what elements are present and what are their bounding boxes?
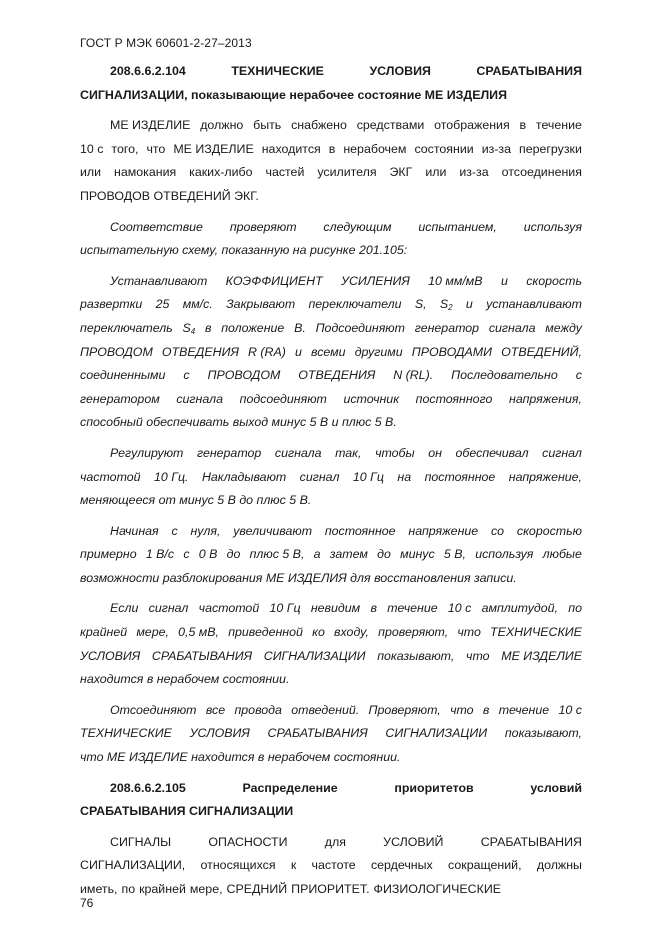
word: с bbox=[183, 368, 190, 383]
text-line bbox=[80, 138, 582, 162]
text-line bbox=[80, 60, 582, 84]
word: напряжение, bbox=[508, 469, 582, 484]
paragraph bbox=[80, 216, 582, 263]
word: S, bbox=[414, 297, 427, 312]
text-line bbox=[80, 699, 582, 723]
word: МЕ ИЗДЕЛИЕ bbox=[110, 118, 191, 133]
text-line bbox=[80, 567, 582, 591]
word: на bbox=[397, 469, 412, 484]
document-header: ГОСТ Р МЭК 60601-2-27–2013 bbox=[80, 36, 252, 50]
word: в bbox=[370, 601, 377, 616]
word: переключатель bbox=[80, 320, 173, 335]
paragraph bbox=[80, 442, 582, 513]
word: $S_2$ bbox=[439, 297, 453, 313]
word: что bbox=[450, 702, 474, 717]
word: ко bbox=[312, 625, 325, 640]
word: провода bbox=[234, 702, 282, 717]
word: иметь, bbox=[80, 882, 118, 896]
word: для bbox=[324, 834, 346, 849]
word: нуля, bbox=[190, 523, 221, 538]
word: мм/с. bbox=[182, 297, 213, 312]
text-line bbox=[80, 161, 582, 185]
word: постоянное bbox=[424, 469, 496, 484]
text-line bbox=[80, 185, 582, 209]
word: что bbox=[146, 141, 166, 156]
word: 10 Гц bbox=[269, 601, 301, 616]
word: постоянное bbox=[324, 523, 396, 538]
word: по bbox=[568, 601, 582, 616]
word: 25 bbox=[155, 297, 170, 312]
word: затем bbox=[329, 547, 368, 562]
word: 0 В bbox=[198, 547, 218, 562]
word: ОТВЕДЕНИЯ bbox=[298, 368, 376, 383]
text-line bbox=[80, 489, 582, 513]
section-heading bbox=[80, 60, 582, 107]
word: с bbox=[171, 523, 178, 538]
word: 1 В/с bbox=[145, 547, 175, 562]
paragraph bbox=[80, 270, 582, 435]
word: невидим bbox=[310, 601, 361, 616]
word: того, bbox=[111, 141, 139, 156]
word: с bbox=[575, 368, 582, 383]
word: Последовательно bbox=[451, 368, 558, 383]
word: скоростью bbox=[516, 523, 582, 538]
word: 10 с bbox=[558, 702, 582, 717]
word: испытательную схему, показанную на рисунке 201.105: bbox=[80, 243, 408, 258]
word: или bbox=[425, 165, 447, 180]
text-line bbox=[80, 341, 582, 365]
word: соединенными bbox=[80, 368, 166, 383]
word: из-за bbox=[481, 141, 511, 156]
word: 10 с bbox=[447, 601, 472, 616]
word: подсоединяют bbox=[239, 391, 327, 406]
word: находится bbox=[261, 141, 321, 156]
word: по bbox=[121, 882, 136, 896]
word: до bbox=[226, 547, 241, 562]
word: каких-либо bbox=[189, 165, 253, 180]
word: КОЭФФИЦИЕНТ bbox=[225, 273, 323, 288]
word: ОТВЕДЕНИЯ bbox=[161, 344, 239, 359]
word: в bbox=[519, 118, 527, 133]
text-line bbox=[80, 746, 582, 770]
word: входу, bbox=[334, 625, 369, 640]
word: должны bbox=[536, 858, 582, 873]
word: течение bbox=[387, 601, 438, 616]
word: другими bbox=[354, 344, 403, 359]
text-line bbox=[80, 668, 582, 692]
word: течение bbox=[498, 702, 550, 717]
word: 5 В, bbox=[443, 547, 466, 562]
word: сигнал bbox=[299, 469, 340, 484]
text-line bbox=[80, 831, 582, 855]
word: снабжено bbox=[291, 118, 347, 133]
word: СРЕДНИЙ bbox=[226, 882, 288, 896]
word: генератор bbox=[414, 320, 480, 335]
word: что МЕ ИЗДЕЛИЕ находится в нерабочем состоянии. bbox=[80, 750, 401, 765]
word: мере, bbox=[189, 882, 223, 896]
section-heading bbox=[80, 777, 582, 824]
word: плюс 5 В, bbox=[249, 547, 305, 562]
text-line bbox=[80, 878, 582, 902]
word: мере, bbox=[136, 625, 169, 640]
word: 208.6.6.2.104 bbox=[110, 64, 186, 78]
text-line bbox=[80, 777, 582, 801]
word: в bbox=[482, 702, 490, 717]
word: из-за bbox=[459, 165, 489, 180]
text-line bbox=[80, 520, 582, 544]
text-line bbox=[80, 722, 582, 746]
text-line bbox=[80, 239, 582, 263]
paragraph bbox=[80, 597, 582, 691]
word: проверяют, bbox=[378, 625, 449, 640]
word: ТЕХНИЧЕСКИЕ bbox=[490, 625, 582, 640]
word: устанавливают bbox=[486, 297, 582, 312]
word: ОПАСНОСТИ bbox=[208, 834, 288, 849]
word: показывают, bbox=[377, 648, 455, 663]
text-line bbox=[80, 466, 582, 490]
word: сигнал bbox=[148, 601, 189, 616]
word: СРАБАТЫВАНИЯ bbox=[151, 648, 253, 663]
word: Подсоединяют bbox=[315, 320, 405, 335]
word: положение bbox=[221, 320, 285, 335]
word: сигнала bbox=[274, 445, 322, 460]
text-line bbox=[80, 317, 582, 341]
word: УСЛОВИЙ bbox=[383, 834, 444, 849]
paragraph bbox=[80, 520, 582, 591]
paragraph bbox=[80, 699, 582, 770]
word: сигнала bbox=[488, 320, 536, 335]
text-line bbox=[80, 364, 582, 388]
word: нерабочем bbox=[343, 141, 407, 156]
text-line bbox=[80, 597, 582, 621]
word: все bbox=[205, 702, 226, 717]
word: частотой bbox=[80, 469, 141, 484]
word: в bbox=[204, 320, 212, 335]
word: скорость bbox=[526, 273, 582, 288]
word: СРАБАТЫВАНИЯ bbox=[476, 64, 582, 78]
word: а bbox=[313, 547, 321, 562]
word: следующим bbox=[323, 219, 392, 234]
word: к bbox=[290, 858, 297, 873]
word: генератор bbox=[196, 445, 262, 460]
text-line bbox=[80, 854, 582, 878]
word: средствами bbox=[356, 118, 425, 133]
word: течение bbox=[535, 118, 582, 133]
word: Отсоединяют bbox=[110, 702, 197, 717]
word: что bbox=[457, 625, 481, 640]
word: СРАБАТЫВАНИЯ СИГНАЛИЗАЦИИ bbox=[80, 804, 294, 819]
word: приоритетов bbox=[394, 780, 474, 795]
word: 10 Гц. bbox=[154, 469, 189, 484]
word: обеспечивал bbox=[455, 445, 529, 460]
word: Если bbox=[110, 601, 139, 616]
word: показывают, bbox=[504, 726, 582, 741]
word: МЕ ИЗДЕЛИЕ bbox=[501, 648, 582, 663]
word: и bbox=[295, 344, 302, 359]
word: он bbox=[428, 445, 442, 460]
word: отведений. bbox=[291, 702, 360, 717]
word: источник bbox=[343, 391, 400, 406]
word: с bbox=[183, 547, 190, 562]
word: сигнал bbox=[542, 445, 582, 460]
word: Накладывают bbox=[201, 469, 287, 484]
word: СИГНАЛИЗАЦИИ bbox=[263, 648, 366, 663]
word: меняющееся от минус 5 В до плюс 5 В. bbox=[80, 493, 312, 508]
word: генератором bbox=[80, 391, 160, 406]
word: в bbox=[328, 141, 336, 156]
word: СИГНАЛИЗАЦИИ bbox=[385, 726, 488, 741]
word: отображения bbox=[434, 118, 510, 133]
word: ЭКГ bbox=[389, 165, 413, 180]
word: условий bbox=[530, 780, 582, 795]
word: перегрузки bbox=[519, 141, 582, 156]
word: постоянного bbox=[415, 391, 493, 406]
text-line bbox=[80, 114, 582, 138]
word: СИГНАЛИЗАЦИИ, bbox=[80, 858, 186, 873]
word: Начиная bbox=[110, 523, 159, 538]
word: сигнала bbox=[176, 391, 223, 406]
word: СИГНАЛЫ bbox=[110, 834, 172, 849]
word: со bbox=[490, 523, 505, 538]
word: Распределение bbox=[242, 780, 338, 795]
word: Регулируют bbox=[110, 445, 184, 460]
word: ОТВЕДЕНИЙ, bbox=[501, 344, 582, 359]
word: или bbox=[80, 165, 102, 180]
text-line bbox=[80, 800, 582, 824]
text-line bbox=[80, 621, 582, 645]
paragraph bbox=[80, 114, 582, 208]
word: чтобы bbox=[375, 445, 415, 460]
word: минус bbox=[400, 547, 435, 562]
word: увеличивают bbox=[233, 523, 313, 538]
word: R (RA) bbox=[248, 344, 286, 359]
page-number: 76 bbox=[80, 896, 94, 910]
word: МЕ ИЗДЕЛИЕ bbox=[173, 141, 254, 156]
text-line bbox=[80, 270, 582, 294]
word: находится в нерабочем состоянии. bbox=[80, 672, 290, 687]
text-line bbox=[80, 84, 582, 108]
word: 10 с bbox=[80, 141, 104, 156]
word: N (RL). bbox=[393, 368, 434, 383]
word: 10 Гц bbox=[352, 469, 384, 484]
word: напряжение bbox=[408, 523, 479, 538]
word: $S_4$ bbox=[182, 320, 196, 336]
word: что bbox=[466, 648, 490, 663]
word: способный обеспечивать выход минус 5 В и плюс 5 В. bbox=[80, 415, 397, 430]
word: частотой bbox=[198, 601, 260, 616]
word: развертки bbox=[80, 297, 143, 312]
word: 0,5 мВ, bbox=[178, 625, 219, 640]
word: ТЕХНИЧЕСКИЕ bbox=[231, 64, 324, 78]
word: переключатели bbox=[308, 297, 402, 312]
word: ПРОВОДОМ bbox=[207, 368, 281, 383]
word: напряжения, bbox=[509, 391, 582, 406]
word: используя bbox=[523, 219, 582, 234]
word: Соответствие bbox=[110, 219, 203, 234]
word: состоянии bbox=[414, 141, 474, 156]
word: ПРОВОДОВ ОТВЕДЕНИЙ ЭКГ. bbox=[80, 188, 259, 203]
word: усилителя bbox=[317, 165, 377, 180]
text-line bbox=[80, 293, 582, 317]
word: между bbox=[545, 320, 582, 335]
word: возможности разблокирования МЕ ИЗДЕЛИЯ для восстановления записи. bbox=[80, 570, 517, 585]
word: УСЛОВИЯ bbox=[189, 726, 250, 741]
word: Проверяют, bbox=[368, 702, 441, 717]
text-line bbox=[80, 388, 582, 412]
word: используя bbox=[475, 547, 534, 562]
text-line bbox=[80, 411, 582, 435]
word: проверяют bbox=[229, 219, 297, 234]
word: Закрывают bbox=[226, 297, 296, 312]
word: амплитудой, bbox=[481, 601, 558, 616]
word: УСИЛЕНИЯ bbox=[341, 273, 410, 288]
word: намокания bbox=[114, 165, 177, 180]
word: ФИЗИОЛОГИЧЕСКИЕ bbox=[373, 882, 501, 896]
word: ПРОВОДОМ bbox=[80, 344, 153, 359]
word: сердечных bbox=[370, 858, 433, 873]
word: всеми bbox=[311, 344, 346, 359]
word: и bbox=[465, 297, 473, 312]
word: любые bbox=[542, 547, 582, 562]
word: и bbox=[500, 273, 508, 288]
word: приведенной bbox=[228, 625, 303, 640]
word: ПРИОРИТЕТ. bbox=[291, 882, 370, 896]
word: частоте bbox=[311, 858, 356, 873]
word: крайней bbox=[80, 625, 128, 640]
word: крайней bbox=[139, 882, 186, 896]
word: СРАБАТЫВАНИЯ bbox=[480, 834, 582, 849]
word: должно bbox=[200, 118, 244, 133]
word: частей bbox=[265, 165, 305, 180]
word: СРАБАТЫВАНИЯ bbox=[267, 726, 368, 741]
word: УСЛОВИЯ bbox=[80, 648, 141, 663]
word: ТЕХНИЧЕСКИЕ bbox=[80, 726, 172, 741]
page-body bbox=[80, 60, 582, 909]
word: 10 мм/мВ bbox=[428, 273, 483, 288]
word: относящихся bbox=[200, 858, 276, 873]
text-line bbox=[80, 216, 582, 240]
text-line bbox=[80, 543, 582, 567]
word: СИГНАЛИЗАЦИИ, показывающие нерабочее состояние МЕ ИЗДЕЛИЯ bbox=[80, 87, 507, 102]
word: примерно bbox=[80, 547, 137, 562]
word: испытанием, bbox=[418, 219, 497, 234]
word: быть bbox=[253, 118, 282, 133]
word: ПРОВОДАМИ bbox=[411, 344, 492, 359]
word: В. bbox=[294, 320, 306, 335]
paragraph bbox=[80, 831, 582, 902]
word: 208.6.6.2.105 bbox=[110, 780, 186, 795]
text-line bbox=[80, 442, 582, 466]
word: так, bbox=[335, 445, 362, 460]
word: сокращений, bbox=[448, 858, 522, 873]
word: Устанавливают bbox=[110, 273, 208, 288]
text-line bbox=[80, 645, 582, 669]
word: отсоединения bbox=[501, 165, 582, 180]
word: УСЛОВИЯ bbox=[369, 64, 431, 78]
word: до bbox=[377, 547, 391, 562]
